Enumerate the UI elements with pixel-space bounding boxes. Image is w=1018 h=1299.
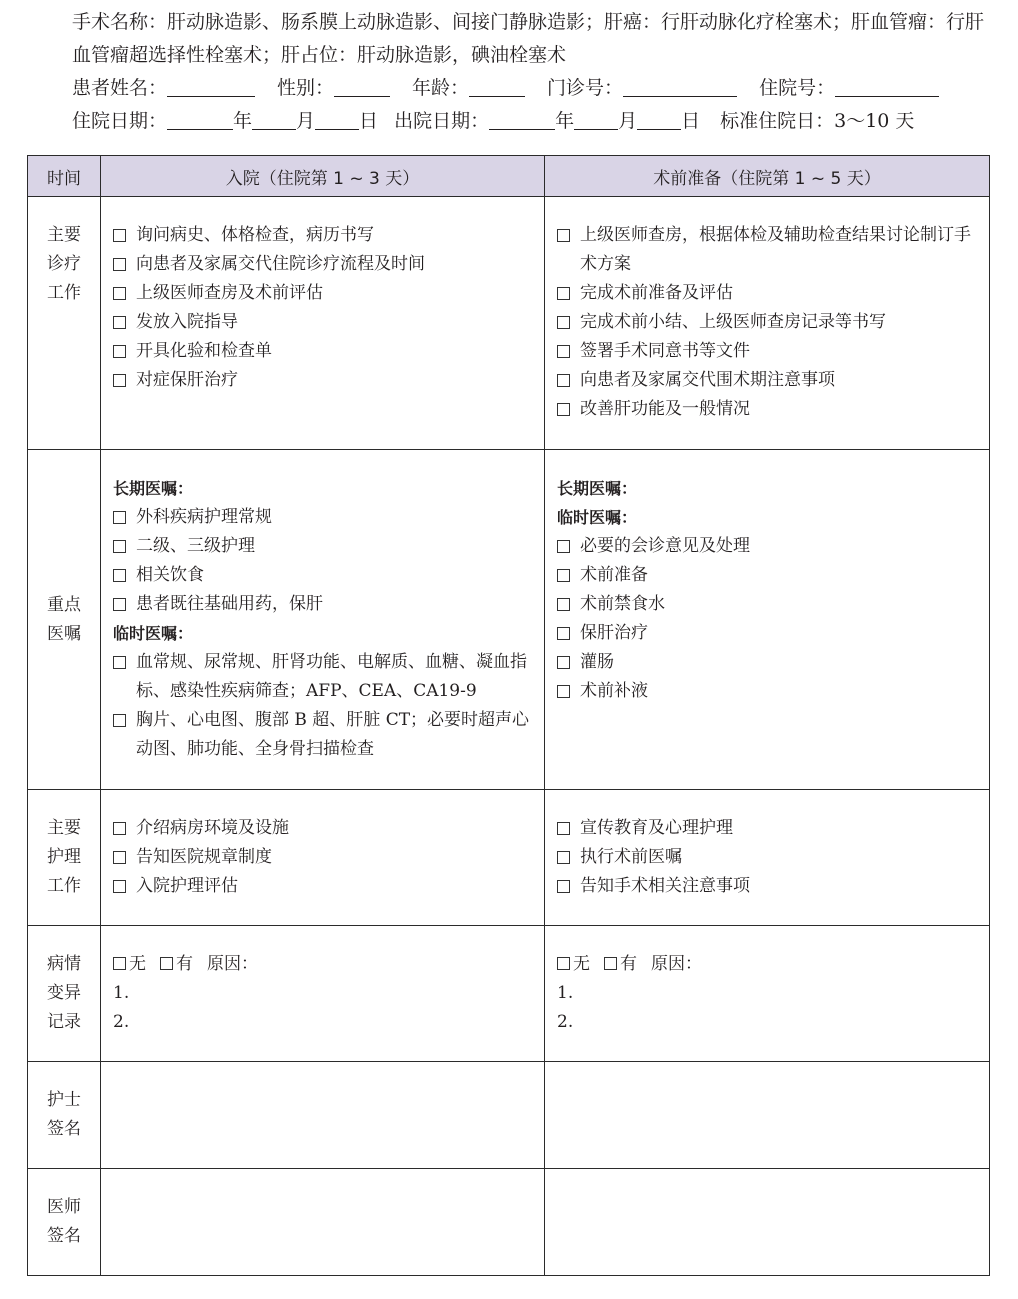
nurse-signature-admission[interactable] [101,1062,545,1169]
checklist-item [557,221,979,279]
checklist-item-text: 执行术前医嘱 [580,847,682,867]
checkbox[interactable] [113,229,126,242]
checklist-item [557,814,979,843]
checkbox[interactable] [557,316,570,329]
checklist-item-text: 血常规、尿常规、肝肾功能、电解质、血糖、凝血指标、感染性疾病筛查；AFP、CEA、CA19-9 [136,652,527,701]
checklist-item [113,532,534,561]
admit-year-field[interactable] [167,112,233,130]
cell-key-orders-preop [545,450,990,790]
checklist-item [113,872,534,901]
checklist-item-text: 向患者及家属交代围术期注意事项 [580,370,835,390]
admit-day-field[interactable] [315,112,359,130]
nurse-signature-preop[interactable] [545,1062,990,1169]
sex-label: 性别： [277,77,335,99]
header-row [28,156,990,197]
discharge-date-label: 出院日期： [394,110,490,132]
checklist-item [113,366,534,395]
checklist-item [557,619,979,648]
checkbox[interactable] [113,569,126,582]
patient-name-field[interactable] [167,79,255,97]
checklist-item-text: 签署手术同意书等文件 [580,341,750,361]
row-label: 主要诊疗工作 [28,197,101,450]
variance-yes-checkbox[interactable] [604,957,617,970]
checkbox[interactable] [557,403,570,416]
outpatient-no-label: 门诊号： [547,77,624,99]
header-time: 时间 [28,156,101,197]
checklist-item [557,872,979,901]
checklist-item [557,395,979,424]
checklist-item [113,706,534,764]
checklist-item [113,648,534,706]
checklist-item-text: 外科疾病护理常规 [136,507,272,527]
order-subheading: 长期医嘱： [557,479,638,498]
checklist-item-text: 完成术前小结、上级医师查房记录等书写 [580,312,886,332]
checkbox[interactable] [557,656,570,669]
patient-info-line [28,72,992,105]
checklist-item-text: 患者既往基础用药，保肝 [136,594,323,614]
checklist-item-text: 完成术前准备及评估 [580,283,733,303]
row-nursing [28,790,990,926]
checklist-item-text: 介绍病房环境及设施 [136,818,289,838]
checkbox[interactable] [113,880,126,893]
checklist-item [113,561,534,590]
checkbox[interactable] [113,540,126,553]
checklist-item-text: 术前补液 [580,681,648,701]
outpatient-no-field[interactable] [623,79,737,97]
checklist-item-text: 告知手术相关注意事项 [580,876,750,896]
row-label: 主要护理工作 [28,790,101,926]
checkbox[interactable] [557,540,570,553]
variance-reason-1[interactable]: 1. [113,983,130,1003]
inpatient-no-label: 住院号： [759,77,836,99]
order-subheading: 长期医嘱： [113,479,194,498]
variance-none-checkbox[interactable] [557,957,570,970]
cell-variance-admission: 无 有 原因： 1. 2. [101,926,545,1062]
admit-date-label: 住院日期： [72,110,168,132]
cell-variance-preop: 无 有 原因： 1. 2. [545,926,990,1062]
checklist-item-text: 上级医师查房，根据体检及辅助检查结果讨论制订手术方案 [580,225,971,274]
checkbox[interactable] [113,374,126,387]
checkbox[interactable] [113,316,126,329]
checklist-item-text: 向患者及家属交代住院诊疗流程及时间 [136,254,425,274]
checkbox[interactable] [557,851,570,864]
cell-nursing-preop [545,790,990,926]
checkbox[interactable] [557,598,570,611]
checklist-item [113,250,534,279]
checkbox[interactable] [113,822,126,835]
checklist-item [113,308,534,337]
checklist-item-text: 改善肝功能及一般情况 [580,399,750,419]
row-main-diagnosis [28,197,990,450]
checklist-item [557,843,979,872]
admit-day-label: 日 [359,110,379,132]
checklist-item [113,503,534,532]
discharge-day-field[interactable] [637,112,681,130]
cell-key-orders-admission [101,450,545,790]
checkbox[interactable] [113,511,126,524]
form-header [28,6,992,138]
row-label: 病情变异记录 [28,926,101,1062]
checkbox[interactable] [113,656,126,669]
checkbox[interactable] [113,287,126,300]
cell-nursing-admission [101,790,545,926]
checklist-item-text: 对症保肝治疗 [136,370,238,390]
procedure-names: 手术名称：肝动脉造影、肠系膜上动脉造影、间接门静脉造影；肝癌：行肝动脉化疗栓塞术；肝血管瘤：行肝血管瘤超选择性栓塞术；肝占位：肝动脉造影，碘油栓塞术 [72,11,985,66]
variance-reason-2[interactable]: 2. [113,1012,130,1032]
row-nurse-signature [28,1062,990,1169]
header-admission: 入院（住院第 1 ~ 3 天） [101,156,545,197]
checklist-item-text: 胸片、心电图、腹部 B 超、肝脏 CT；必要时超声心动图、肺功能、全身骨扫描检查 [136,710,530,759]
cell-main-diagnosis-admission [101,197,545,450]
age-field[interactable] [469,79,525,97]
checklist-item [557,590,979,619]
cell-main-diagnosis-preop [545,197,990,450]
discharge-month-label: 月 [618,110,638,132]
checklist-item [557,561,979,590]
checklist-item-text: 开具化验和检查单 [136,341,272,361]
variance-reason-2[interactable]: 2. [557,1012,574,1032]
order-subheading: 临时医嘱： [557,508,638,527]
checklist-item-text: 宣传教育及心理护理 [580,818,733,838]
checkbox[interactable] [113,714,126,727]
checkbox[interactable] [113,345,126,358]
admit-month-label: 月 [296,110,316,132]
checklist-item [557,308,979,337]
checklist-item-text: 相关饮食 [136,565,204,585]
variance-none-checkbox[interactable] [113,957,126,970]
checkbox[interactable] [557,374,570,387]
discharge-year-field[interactable] [489,112,555,130]
discharge-day-label: 日 [681,110,701,132]
admit-month-field[interactable] [252,112,296,130]
variance-reason-1[interactable]: 1. [557,983,574,1003]
checklist-item-text: 上级医师查房及术前评估 [136,283,323,303]
checklist-item [557,677,979,706]
checklist-item-text: 告知医院规章制度 [136,847,272,867]
checklist-item-text: 二级、三级护理 [136,536,255,556]
checklist-item-text: 灌肠 [580,652,614,672]
checkbox[interactable] [557,569,570,582]
checklist-item-text: 询问病史、体格检查，病历书写 [136,225,374,245]
checklist-item [113,843,534,872]
checklist-item [557,648,979,677]
checklist-item-text: 入院护理评估 [136,876,238,896]
patient-name-label: 患者姓名： [72,77,168,99]
checkbox[interactable] [113,598,126,611]
checklist-item-text: 发放入院指导 [136,312,238,332]
checklist-item [557,532,979,561]
checkbox[interactable] [557,229,570,242]
checklist-item [557,366,979,395]
checklist-item [113,590,534,619]
date-info-line [28,105,992,138]
checklist-item [557,279,979,308]
checkbox[interactable] [113,258,126,271]
checklist-item [113,337,534,366]
checklist-item-text: 必要的会诊意见及处理 [580,536,750,556]
row-variance [28,926,990,1062]
clinical-pathway-table [27,155,990,1276]
sex-field[interactable] [334,79,390,97]
checkbox[interactable] [557,287,570,300]
order-subheading: 临时医嘱： [113,624,194,643]
checkbox[interactable] [557,345,570,358]
row-label: 医师签名 [28,1169,101,1276]
checkbox[interactable] [557,685,570,698]
checkbox[interactable] [557,627,570,640]
row-key-orders [28,450,990,790]
checklist-item-text: 术前禁食水 [580,594,665,614]
row-label: 护士签名 [28,1062,101,1169]
checklist-item [557,337,979,366]
variance-yes-checkbox[interactable] [160,957,173,970]
checkbox[interactable] [113,851,126,864]
discharge-month-field[interactable] [574,112,618,130]
discharge-year-label: 年 [555,110,575,132]
checkbox[interactable] [557,880,570,893]
admit-year-label: 年 [233,110,253,132]
standard-stay: 标准住院日：3～10 天 [720,110,915,132]
checklist-item [113,221,534,250]
checklist-item [113,814,534,843]
doctor-signature-preop[interactable] [545,1169,990,1276]
checklist-item [113,279,534,308]
checklist-item-text: 术前准备 [580,565,648,585]
checkbox[interactable] [557,822,570,835]
row-label: 重点医嘱 [28,450,101,790]
inpatient-no-field[interactable] [835,79,939,97]
checklist-item-text: 保肝治疗 [580,623,648,643]
age-label: 年龄： [412,77,470,99]
header-preop: 术前准备（住院第 1 ~ 5 天） [545,156,990,197]
row-doctor-signature [28,1169,990,1276]
doctor-signature-admission[interactable] [101,1169,545,1276]
